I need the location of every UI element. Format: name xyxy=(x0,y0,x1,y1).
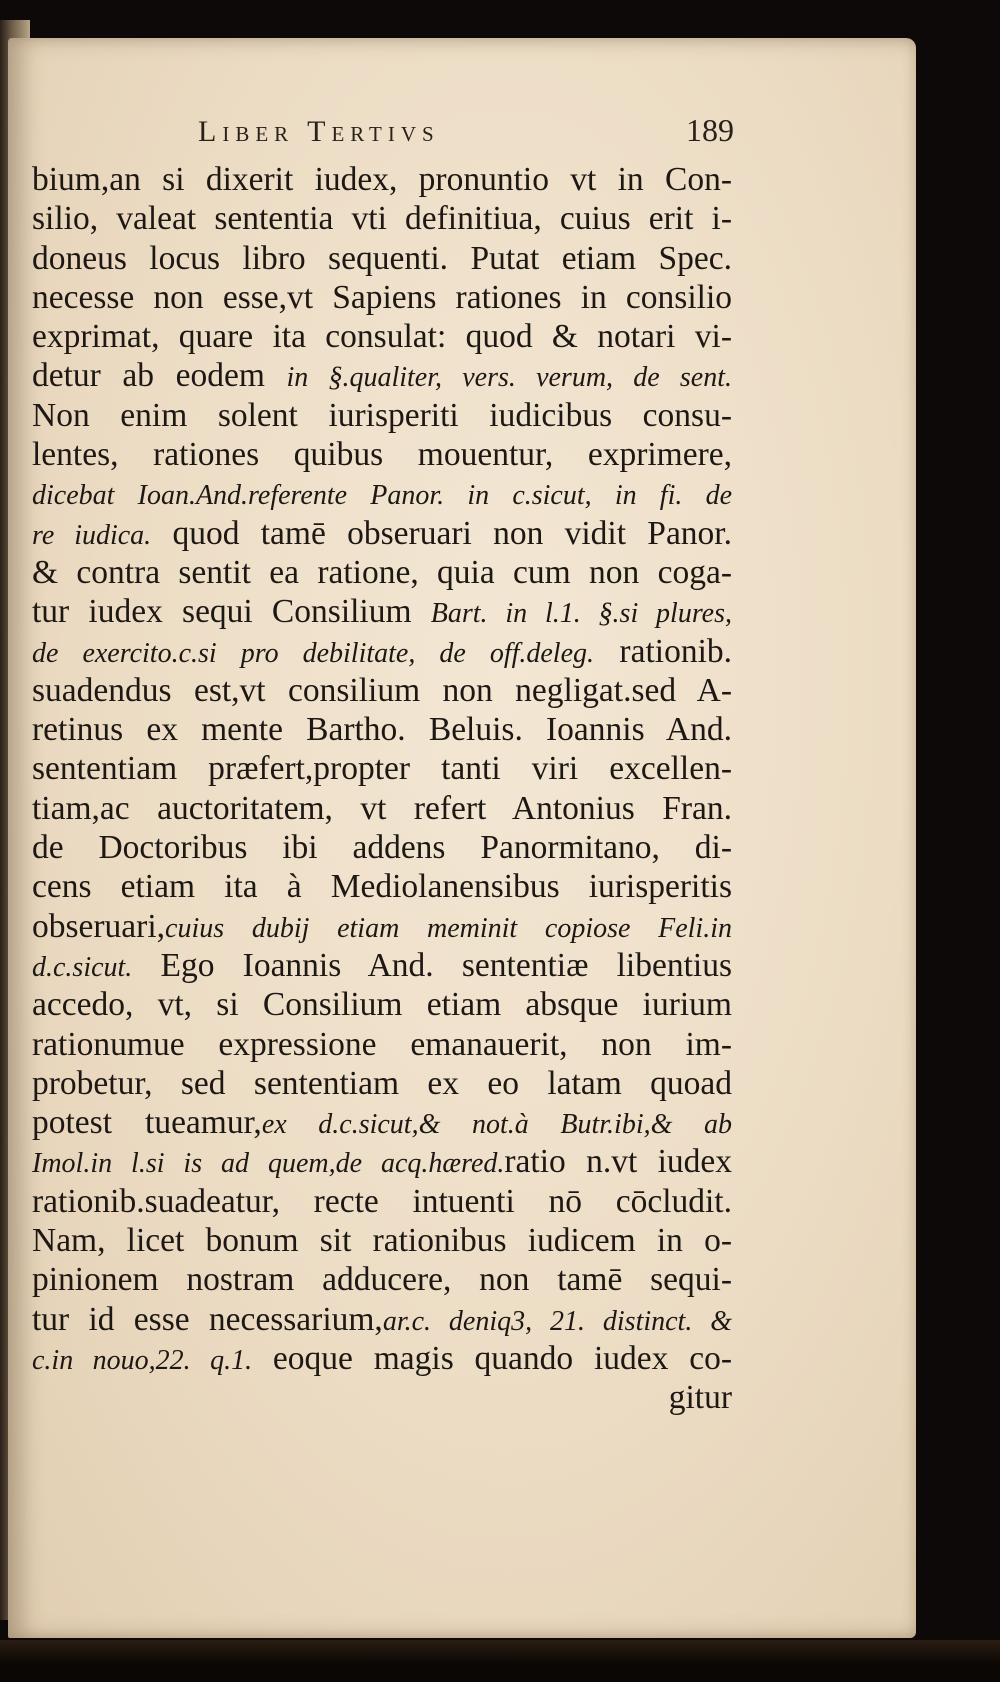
text-run: quod tamē obseruari non vidit Panor. xyxy=(151,514,732,552)
text-line xyxy=(32,1300,732,1339)
running-title: Liber Tertivs xyxy=(198,115,440,148)
text-line xyxy=(32,946,732,985)
citation-italic: ar.c. deniq3, 21. distinct. & xyxy=(382,1305,732,1337)
text-line xyxy=(32,710,732,749)
citation-italic: Imol.in l.si is ad quem,de acq.hæred. xyxy=(32,1148,505,1180)
text-line xyxy=(32,199,732,238)
text-run: lentes, rationes quibus mouentur, exprimere, xyxy=(32,436,732,474)
citation-italic: dicebat Ioan.And.referente Panor. in c.sicut, in fi. de xyxy=(32,480,732,512)
text-line xyxy=(32,1103,732,1142)
text-run: doneus locus libro sequenti. Putat etiam Spec. xyxy=(32,239,732,277)
text-run: bium,an si dixerit iudex, pronuntio vt in Con- xyxy=(32,161,732,198)
running-head xyxy=(198,112,734,156)
text-line xyxy=(32,1221,732,1260)
text-line xyxy=(32,514,732,553)
text-run: Ego Ioannis And. sententiæ libentius xyxy=(132,946,732,984)
text-line xyxy=(32,749,732,788)
text-line xyxy=(32,356,732,395)
citation-italic: d.c.sicut. xyxy=(32,951,133,983)
citation-italic: de exercito.c.si pro debilitate, de off.deleg. xyxy=(32,637,595,669)
text-line xyxy=(32,632,732,671)
text-run: necesse non esse,vt Sapiens rationes in consilio xyxy=(32,278,732,316)
text-run: probetur, sed sententiam ex eo latam quoad xyxy=(32,1064,732,1102)
text-line xyxy=(32,160,732,199)
text-line xyxy=(32,553,732,592)
citation-italic: re iudica. xyxy=(32,519,152,551)
text-line xyxy=(32,1025,732,1064)
bottom-edge xyxy=(0,1640,1000,1682)
text-line xyxy=(32,1064,732,1103)
text-run: exprimat, quare ita consulat: quod & notari vi- xyxy=(32,318,732,356)
text-run: potest tueamur, xyxy=(32,1104,262,1142)
citation-italic: Bart. in l.1. §.si plures, xyxy=(430,598,732,630)
text-line xyxy=(32,789,732,828)
text-run: tur iudex sequi Consilium xyxy=(32,593,431,631)
text-run: obseruari, xyxy=(32,907,166,945)
text-line xyxy=(32,867,732,906)
text-run: pinionem nostram adducere, non tamē sequi- xyxy=(32,1261,732,1299)
text-line xyxy=(32,592,732,631)
text-line xyxy=(32,317,732,356)
text-run: tiam,ac auctoritatem, vt refert Antonius Fran. xyxy=(32,789,732,827)
text-run: Non enim solent iurisperiti iudicibus consu- xyxy=(32,396,732,434)
citation-italic: cuius dubij etiam meminit copiose Feli.in xyxy=(165,912,732,944)
text-line xyxy=(32,435,732,474)
text-run: Nam, licet bonum sit rationibus iudicem in o- xyxy=(32,1222,732,1260)
text-line xyxy=(32,239,732,278)
text-run: rationib. xyxy=(594,632,733,670)
text-run: & contra sentit ea ratione, quia cum non coga- xyxy=(32,553,732,591)
text-line xyxy=(32,828,732,867)
text-line xyxy=(32,985,732,1024)
text-run: ratio n.vt iudex xyxy=(504,1143,733,1181)
text-line xyxy=(32,1339,732,1378)
citation-italic: c.in nouo,22. q.1. xyxy=(32,1344,253,1376)
text-run: tur id esse necessarium, xyxy=(32,1300,383,1338)
text-run: eoque magis quando iudex co- xyxy=(252,1339,732,1377)
text-run: retinus ex mente Bartho. Beluis. Ioannis And. xyxy=(32,711,732,749)
text-run: rationib.suadeatur, recte intuenti nō cōcludit. xyxy=(32,1182,732,1220)
text-run: accedo, vt, si Consilium etiam absque iurium xyxy=(32,986,732,1024)
text-line xyxy=(32,396,732,435)
text-line xyxy=(32,1142,732,1181)
text-line xyxy=(32,278,732,317)
text-run: rationumue expressione emanauerit, non im- xyxy=(32,1025,732,1063)
text-line xyxy=(32,1182,732,1221)
citation-italic: in §.qualiter, vers. verum, de sent. xyxy=(286,362,732,394)
page-number: 189 xyxy=(686,112,734,148)
text-run: de Doctoribus ibi addens Panormitano, di- xyxy=(32,829,732,867)
text-line xyxy=(32,1378,732,1417)
text-run: gitur xyxy=(668,1379,732,1417)
text-line xyxy=(32,474,732,513)
text-run: sententiam præfert,propter tanti viri excellen- xyxy=(32,750,732,788)
text-run: silio, valeat sententia vti definitiua, cuius erit i- xyxy=(32,200,732,238)
text-line xyxy=(32,907,732,946)
text-line xyxy=(32,1260,732,1299)
text-line xyxy=(32,671,732,710)
text-run: cens etiam ita à Mediolanensibus iurisperitis xyxy=(32,868,732,906)
text-run: suadendus est,vt consilium non negligat.sed A- xyxy=(32,671,732,709)
text-run: detur ab eodem xyxy=(32,357,287,395)
body-text xyxy=(32,160,732,1418)
citation-italic: ex d.c.sicut,& not.à Butr.ibi,& ab xyxy=(261,1109,733,1141)
